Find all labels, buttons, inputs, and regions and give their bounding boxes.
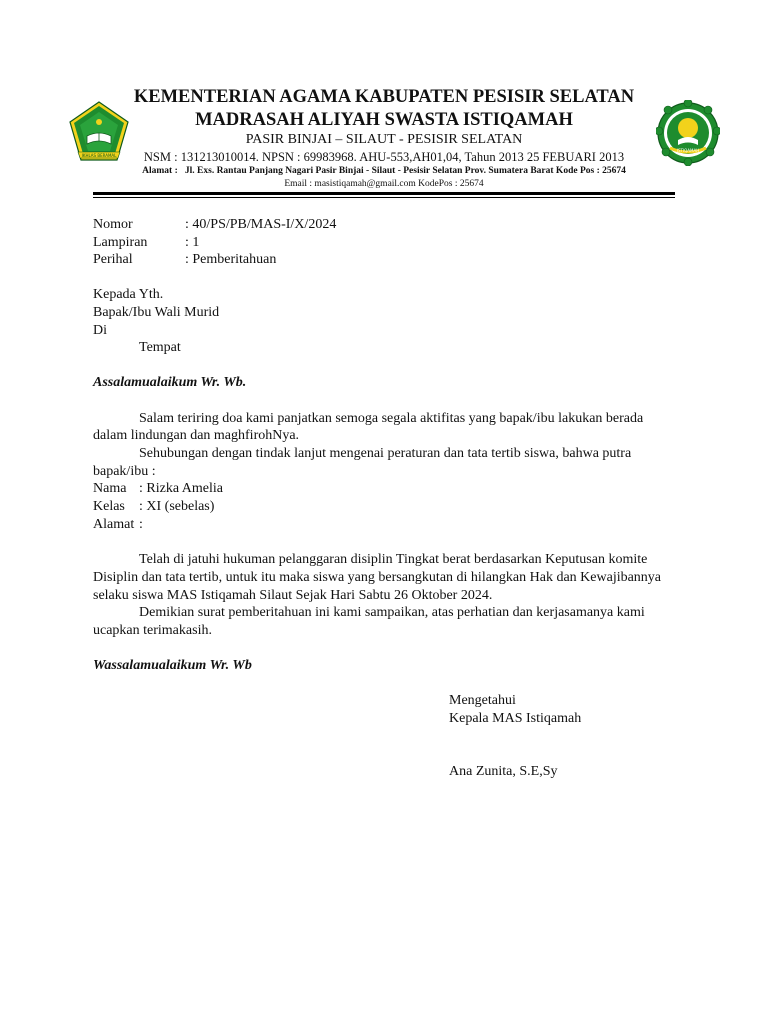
closing: Wassalamualaikum Wr. Wb — [93, 658, 252, 673]
address-label: Alamat : — [142, 166, 178, 176]
address-text: Jl. Exs. Rantau Panjang Nagari Pasir Binjai - Silaut - Pesisir Selatan Prov. Sumatera Barat Kode Pos : 25674 — [184, 166, 626, 176]
para4-line-1: Demikian surat pemberitahuan ini kami sampaikan, atas perhatian dan kerjasamanya kami — [139, 605, 645, 620]
student-nama-value: : Rizka Amelia — [139, 481, 223, 496]
recipient-line-3: Di — [93, 323, 107, 338]
perihal-value: : Pemberitahuan — [185, 252, 277, 267]
signature-line-1: Mengetahui — [449, 693, 516, 708]
student-alamat-label: Alamat — [93, 517, 135, 532]
para2-line-1: Sehubungan dengan tindak lanjut mengenai peraturan dan tata tertib siswa, bahwa putra — [139, 446, 632, 461]
student-alamat-value: : — [139, 517, 143, 532]
para1-line-1: Salam teriring doa kami panjatkan semoga segala aktifitas yang bapak/ibu lakukan berada — [139, 411, 644, 426]
nomor-value: : 40/PS/PB/MAS-I/X/2024 — [185, 217, 337, 232]
letterhead-rule-thin — [93, 197, 675, 198]
student-kelas-label: Kelas — [93, 499, 125, 514]
greeting: Assalamualaikum Wr. Wb. — [93, 375, 247, 390]
perihal-label: Perihal — [93, 252, 133, 267]
para3-line-3: selaku siswa MAS Istiqamah Silaut Sejak Hari Sabtu 26 Oktober 2024. — [93, 588, 493, 603]
letterhead-school-name: MADRASAH ALIYAH SWASTA ISTIQAMAH — [195, 110, 573, 130]
school-logo-caption: ISTIQAMAH — [676, 148, 700, 153]
letterhead-rule-thick — [93, 192, 675, 195]
lampiran-label: Lampiran — [93, 235, 148, 250]
letterhead-registration: NSM : 131213010014. NPSN : 69983968. AHU-553,AH01,04, Tahun 2013 25 FEBUARI 2013 — [143, 150, 625, 164]
recipient-line-4: Tempat — [139, 340, 181, 355]
signature-line-2: Kepala MAS Istiqamah — [449, 711, 582, 726]
letterhead-address — [100, 165, 668, 178]
letterhead-location: PASIR BINJAI – SILAUT - PESISIR SELATAN — [245, 132, 523, 147]
letterhead-email: Email : masistiqamah@gmail.com KodePos : 25674 — [284, 179, 484, 189]
recipient-line-1: Kepada Yth. — [93, 287, 164, 302]
nomor-label: Nomor — [93, 217, 133, 232]
lampiran-value: : 1 — [185, 235, 200, 250]
para4-line-2: ucapkan terimakasih. — [93, 623, 212, 638]
para1-line-2: dalam lindungan dan maghfirohNya. — [93, 428, 300, 443]
signature-name: Ana Zunita, S.E,Sy — [449, 764, 558, 779]
student-nama-label: Nama — [93, 481, 127, 496]
para3-line-1: Telah di jatuhi hukuman pelanggaran disiplin Tingkat berat berdasarkan Keputusan komite — [139, 552, 648, 567]
kemenag-logo-caption: IKHLAS BERAMAL — [81, 152, 117, 158]
para3-line-2: Disiplin dan tata tertib, untuk itu maka siswa yang bersangkutan di hilangkan Hak dan Kewajibannya — [93, 570, 662, 585]
para2-line-2: bapak/ibu : — [93, 464, 156, 479]
letterhead-ministry: KEMENTERIAN AGAMA KABUPATEN PESISIR SELATAN — [133, 87, 635, 107]
student-kelas-value: : XI (sebelas) — [139, 499, 215, 514]
recipient-line-2: Bapak/Ibu Wali Murid — [93, 305, 220, 320]
